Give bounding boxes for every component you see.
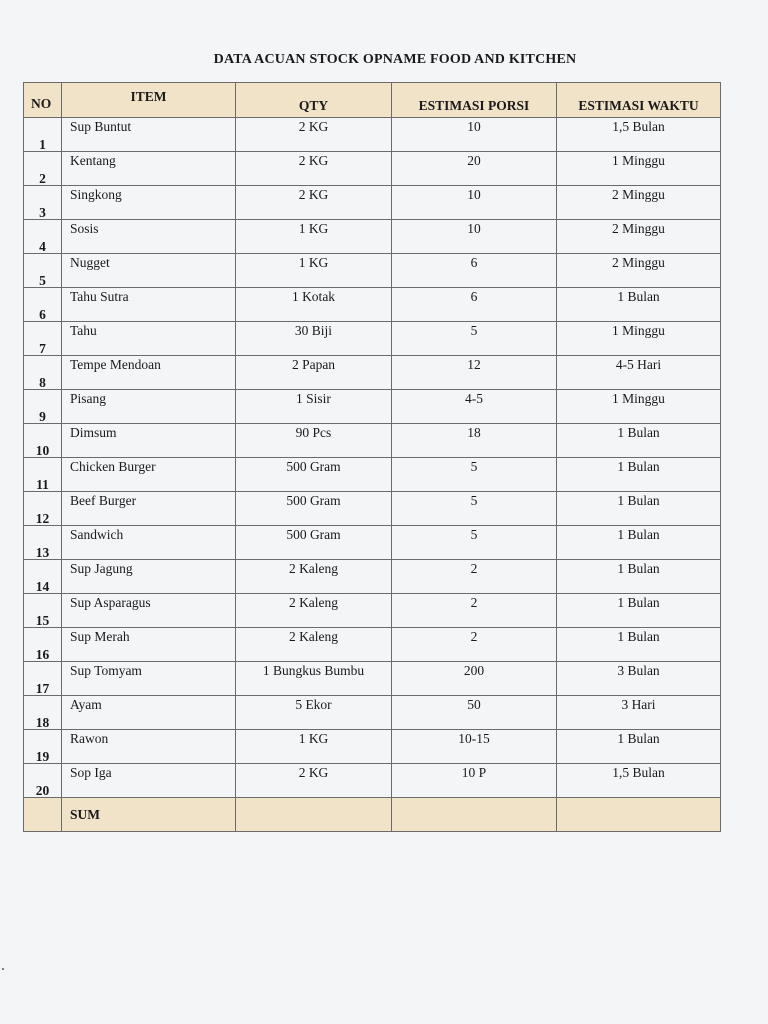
row-item: Rawon	[62, 730, 236, 764]
row-no: 10	[24, 424, 62, 458]
row-estimasi-porsi: 10	[392, 220, 557, 254]
row-qty: 1 KG	[236, 220, 392, 254]
row-estimasi-waktu: 1,5 Bulan	[557, 118, 721, 152]
row-estimasi-waktu: 3 Bulan	[557, 662, 721, 696]
row-qty: 1 Bungkus Bumbu	[236, 662, 392, 696]
row-qty: 30 Biji	[236, 322, 392, 356]
table-row	[24, 730, 721, 764]
row-estimasi-porsi: 2	[392, 560, 557, 594]
row-no: 9	[24, 390, 62, 424]
table-row	[24, 764, 721, 798]
row-estimasi-porsi: 12	[392, 356, 557, 390]
row-no: 15	[24, 594, 62, 628]
row-estimasi-porsi: 6	[392, 254, 557, 288]
row-qty: 1 KG	[236, 254, 392, 288]
row-qty: 500 Gram	[236, 458, 392, 492]
row-no: 17	[24, 662, 62, 696]
row-qty: 2 Papan	[236, 356, 392, 390]
row-item: Tahu Sutra	[62, 288, 236, 322]
header-no: NO	[24, 83, 62, 118]
row-no: 4	[24, 220, 62, 254]
table-body	[24, 118, 721, 798]
row-item: Tahu	[62, 322, 236, 356]
table-row	[24, 526, 721, 560]
table-row	[24, 118, 721, 152]
row-estimasi-porsi: 10	[392, 186, 557, 220]
row-estimasi-porsi: 6	[392, 288, 557, 322]
row-estimasi-waktu: 1 Minggu	[557, 322, 721, 356]
page-title: DATA ACUAN STOCK OPNAME FOOD AND KITCHEN	[213, 52, 577, 67]
row-no: 7	[24, 322, 62, 356]
row-estimasi-waktu: 1 Bulan	[557, 288, 721, 322]
table-row	[24, 594, 721, 628]
table-row	[24, 322, 721, 356]
row-no: 13	[24, 526, 62, 560]
table-row	[24, 696, 721, 730]
row-estimasi-waktu: 1 Bulan	[557, 560, 721, 594]
header-estimasi-waktu: ESTIMASI WAKTU	[557, 83, 721, 118]
table-row	[24, 492, 721, 526]
header-qty: QTY	[236, 83, 392, 118]
header-item: ITEM	[62, 83, 236, 118]
row-estimasi-waktu: 1 Bulan	[557, 492, 721, 526]
row-no: 14	[24, 560, 62, 594]
row-no: 18	[24, 696, 62, 730]
table-row	[24, 220, 721, 254]
row-estimasi-porsi: 10-15	[392, 730, 557, 764]
row-estimasi-porsi: 5	[392, 492, 557, 526]
row-qty: 2 Kaleng	[236, 560, 392, 594]
row-no: 1	[24, 118, 62, 152]
row-estimasi-waktu: 1 Bulan	[557, 424, 721, 458]
table-header-row	[24, 83, 721, 118]
row-no: 6	[24, 288, 62, 322]
row-estimasi-waktu: 1 Bulan	[557, 730, 721, 764]
row-no: 12	[24, 492, 62, 526]
row-estimasi-waktu: 1 Bulan	[557, 594, 721, 628]
row-estimasi-waktu: 1 Minggu	[557, 152, 721, 186]
sum-qty-cell	[236, 798, 392, 832]
row-no: 20	[24, 764, 62, 798]
row-estimasi-waktu: 1,5 Bulan	[557, 764, 721, 798]
row-estimasi-waktu: 2 Minggu	[557, 254, 721, 288]
scan-speck	[2, 968, 4, 970]
row-estimasi-waktu: 2 Minggu	[557, 220, 721, 254]
row-qty: 5 Ekor	[236, 696, 392, 730]
table-row	[24, 458, 721, 492]
row-estimasi-waktu: 1 Bulan	[557, 458, 721, 492]
row-item: Sosis	[62, 220, 236, 254]
row-no: 5	[24, 254, 62, 288]
row-estimasi-porsi: 2	[392, 594, 557, 628]
row-no: 11	[24, 458, 62, 492]
row-estimasi-waktu: 3 Hari	[557, 696, 721, 730]
row-qty: 90 Pcs	[236, 424, 392, 458]
row-no: 19	[24, 730, 62, 764]
row-estimasi-waktu: 1 Minggu	[557, 390, 721, 424]
table-row	[24, 390, 721, 424]
row-item: Beef Burger	[62, 492, 236, 526]
row-no: 2	[24, 152, 62, 186]
row-estimasi-waktu: 1 Bulan	[557, 628, 721, 662]
row-estimasi-porsi: 10 P	[392, 764, 557, 798]
row-qty: 2 KG	[236, 152, 392, 186]
row-item: Sup Asparagus	[62, 594, 236, 628]
row-estimasi-porsi: 5	[392, 322, 557, 356]
table-row	[24, 356, 721, 390]
row-no: 8	[24, 356, 62, 390]
table-row	[24, 560, 721, 594]
table-row	[24, 254, 721, 288]
row-estimasi-porsi: 2	[392, 628, 557, 662]
row-qty: 2 KG	[236, 186, 392, 220]
row-item: Pisang	[62, 390, 236, 424]
sum-row	[24, 798, 721, 832]
sum-porsi-cell	[392, 798, 557, 832]
row-item: Sup Buntut	[62, 118, 236, 152]
row-item: Dimsum	[62, 424, 236, 458]
row-no: 3	[24, 186, 62, 220]
sum-waktu-cell	[557, 798, 721, 832]
table-row	[24, 628, 721, 662]
row-estimasi-porsi: 18	[392, 424, 557, 458]
row-qty: 2 Kaleng	[236, 628, 392, 662]
row-qty: 1 Sisir	[236, 390, 392, 424]
row-item: Sop Iga	[62, 764, 236, 798]
row-item: Sup Merah	[62, 628, 236, 662]
row-estimasi-porsi: 10	[392, 118, 557, 152]
row-item: Sup Jagung	[62, 560, 236, 594]
row-item: Sup Tomyam	[62, 662, 236, 696]
row-qty: 500 Gram	[236, 492, 392, 526]
row-estimasi-waktu: 4-5 Hari	[557, 356, 721, 390]
row-estimasi-porsi: 5	[392, 526, 557, 560]
row-no: 16	[24, 628, 62, 662]
row-estimasi-waktu: 2 Minggu	[557, 186, 721, 220]
sum-no-cell	[24, 798, 62, 832]
table-row	[24, 186, 721, 220]
stock-table	[23, 82, 721, 832]
row-qty: 2 Kaleng	[236, 594, 392, 628]
row-qty: 500 Gram	[236, 526, 392, 560]
row-estimasi-porsi: 5	[392, 458, 557, 492]
row-estimasi-porsi: 200	[392, 662, 557, 696]
table-row	[24, 424, 721, 458]
row-item: Chicken Burger	[62, 458, 236, 492]
row-qty: 1 Kotak	[236, 288, 392, 322]
row-qty: 1 KG	[236, 730, 392, 764]
row-item: Tempe Mendoan	[62, 356, 236, 390]
table-row	[24, 662, 721, 696]
row-item: Kentang	[62, 152, 236, 186]
row-item: Nugget	[62, 254, 236, 288]
sum-label: SUM	[62, 798, 236, 832]
table-row	[24, 152, 721, 186]
row-item: Sandwich	[62, 526, 236, 560]
row-estimasi-porsi: 50	[392, 696, 557, 730]
table-row	[24, 288, 721, 322]
row-estimasi-porsi: 4-5	[392, 390, 557, 424]
header-estimasi-porsi: ESTIMASI PORSI	[392, 83, 557, 118]
row-qty: 2 KG	[236, 118, 392, 152]
row-estimasi-porsi: 20	[392, 152, 557, 186]
row-item: Ayam	[62, 696, 236, 730]
row-estimasi-waktu: 1 Bulan	[557, 526, 721, 560]
row-qty: 2 KG	[236, 764, 392, 798]
row-item: Singkong	[62, 186, 236, 220]
